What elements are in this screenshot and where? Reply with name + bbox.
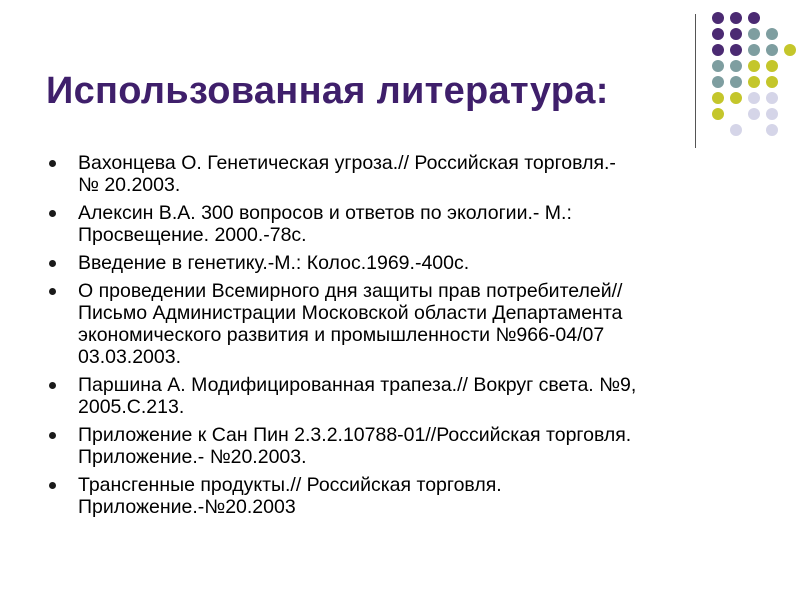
reference-item — [78, 374, 778, 418]
decor-dot — [766, 92, 778, 104]
decor-dot — [748, 76, 760, 88]
reference-text: Приложение к Сан Пин 2.3.2.10788-01//Российская торговля. Приложение.- №20.2003. — [78, 424, 632, 468]
decor-dot — [748, 92, 760, 104]
decor-dot — [712, 108, 724, 120]
decor-dot — [730, 124, 742, 136]
decor-dot — [712, 76, 724, 88]
reference-list — [78, 152, 778, 524]
decor-dot — [766, 44, 778, 56]
decor-dot — [748, 60, 760, 72]
reference-text: Введение в генетику.-М.: Колос.1969.-400с. — [78, 252, 470, 274]
decor-dot — [730, 28, 742, 40]
reference-text: Паршина А. Модифицированная трапеза.// Вокруг света. №9, 2005.С.213. — [78, 374, 637, 418]
reference-item — [78, 280, 778, 368]
decor-dot — [766, 60, 778, 72]
decor-dot — [748, 28, 760, 40]
bullet-icon — [49, 160, 56, 167]
decor-dot — [766, 124, 778, 136]
reference-text: Алексин В.А. 300 вопросов и ответов по экологии.- М.: Просвещение. 2000.-78с. — [78, 202, 572, 246]
bullet-icon — [49, 432, 56, 439]
decor-dot — [730, 44, 742, 56]
bullet-icon — [49, 482, 56, 489]
decorative-divider — [695, 14, 696, 148]
bullet-icon — [49, 260, 56, 267]
decor-dot — [748, 44, 760, 56]
bullet-icon — [49, 382, 56, 389]
decor-dot — [730, 12, 742, 24]
decor-dot — [766, 28, 778, 40]
bullet-icon — [49, 210, 56, 217]
reference-item — [78, 152, 778, 196]
decor-dot — [730, 76, 742, 88]
decor-dot — [730, 60, 742, 72]
decor-dot — [766, 76, 778, 88]
reference-item — [78, 202, 778, 246]
reference-item — [78, 252, 778, 274]
decor-dot — [784, 44, 796, 56]
decor-dot — [712, 28, 724, 40]
decor-dot — [712, 92, 724, 104]
decor-dot — [730, 92, 742, 104]
decor-dot — [748, 12, 760, 24]
reference-item — [78, 424, 778, 468]
slide-title: Использованная литература: — [46, 70, 609, 112]
decor-dot — [712, 60, 724, 72]
bullet-icon — [49, 288, 56, 295]
decor-dot — [748, 108, 760, 120]
decor-dot — [712, 44, 724, 56]
decor-dot — [766, 108, 778, 120]
reference-text: Трансгенные продукты.// Российская торговля. Приложение.-№20.2003 — [78, 474, 502, 518]
decor-dot — [712, 12, 724, 24]
reference-item — [78, 474, 778, 518]
reference-text: О проведении Всемирного дня защиты прав потребителей// Письмо Администрации Московской области Департамента экономического развития и промышленности №966-04/07 03.03.2003. — [78, 280, 623, 368]
reference-text: Вахонцева О. Генетическая угроза.// Российская торговля.- № 20.2003. — [78, 152, 616, 196]
